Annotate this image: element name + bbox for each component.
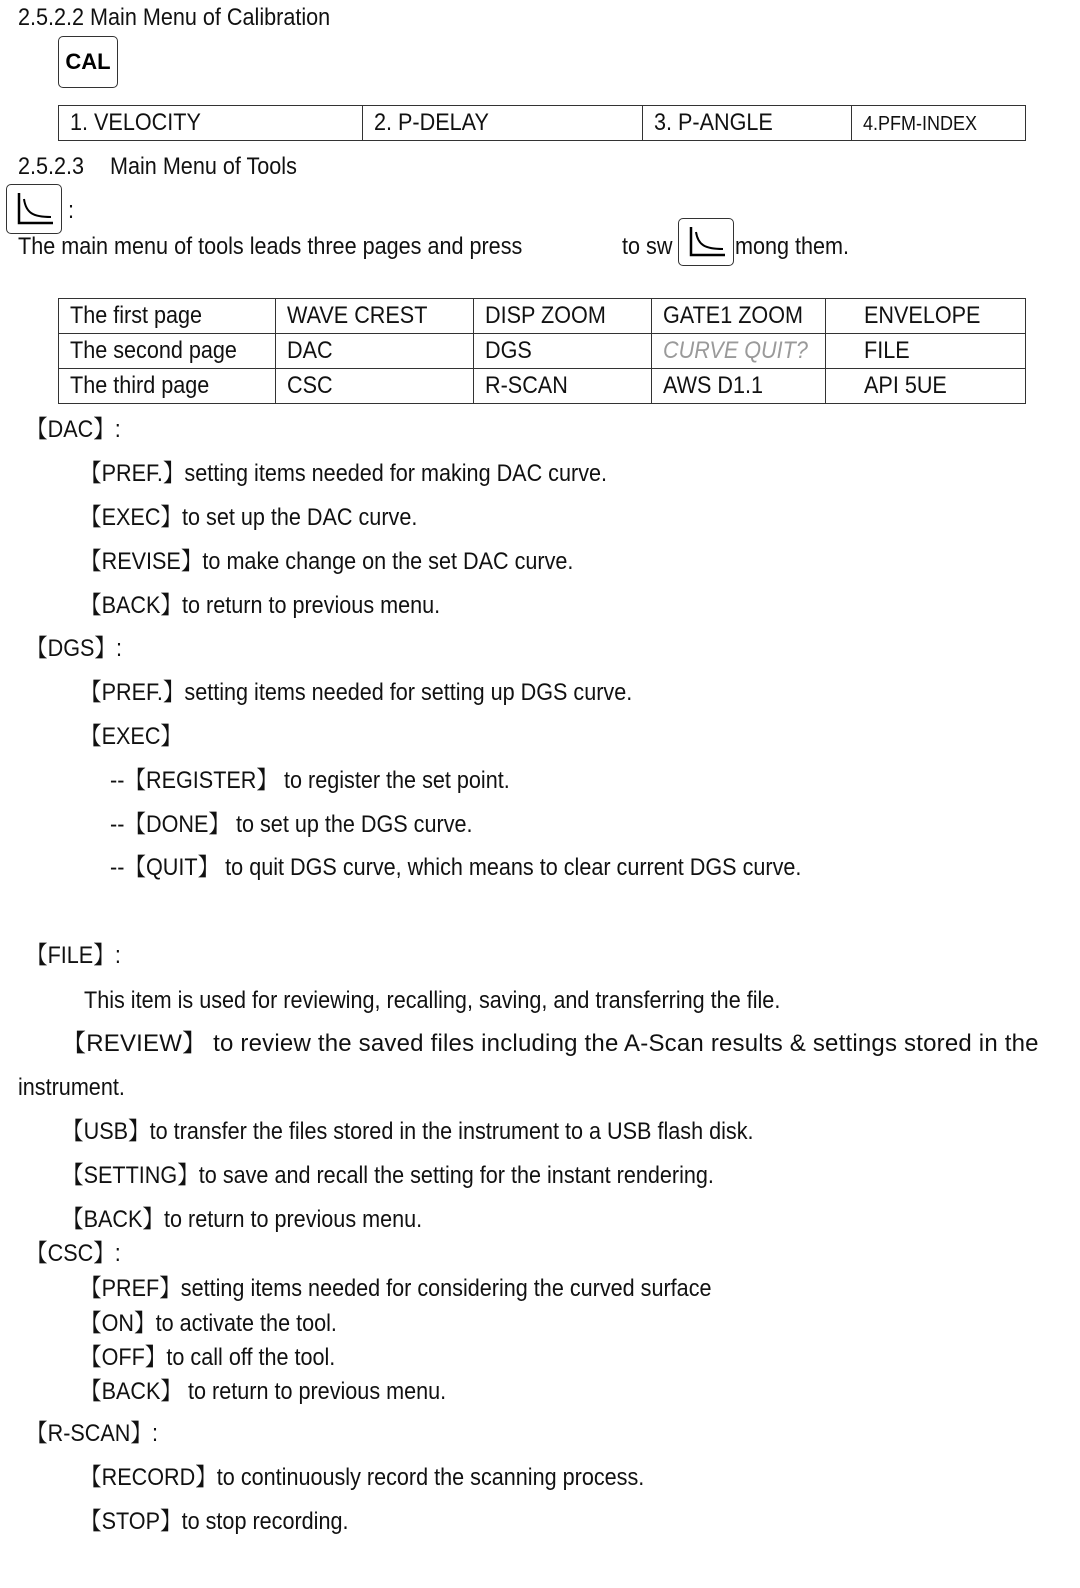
csc-back-item: 【BACK】 to return to previous menu.: [80, 1378, 447, 1405]
calibration-menu-table: [58, 105, 1026, 141]
tools-intro-mid: to sw: [622, 233, 673, 260]
table-cell: The second page: [59, 334, 276, 369]
rscan-stop-item: 【STOP】to stop recording.: [80, 1508, 349, 1535]
table-cell: DGS: [474, 334, 652, 369]
table-cell: ENVELOPE: [826, 299, 1026, 334]
table-cell: The first page: [59, 299, 276, 334]
tools-heading-text: Main Menu of Tools: [110, 153, 297, 180]
dac-exec-item: 【EXEC】to set up the DAC curve.: [80, 504, 418, 531]
cal-menu-p-delay: 2. P-DELAY: [363, 106, 643, 141]
table-row: [59, 299, 1026, 334]
file-setting-item: 【SETTING】to save and recall the setting for the instant rendering.: [62, 1162, 714, 1189]
tools-pages-table: [58, 298, 1026, 404]
file-title: 【FILE】:: [26, 942, 121, 969]
calibration-heading: 2.5.2.2 Main Menu of Calibration: [18, 4, 331, 31]
dac-revise-item: 【REVISE】to make change on the set DAC curve.: [80, 548, 574, 575]
table-cell: API 5UE: [826, 369, 1026, 404]
table-cell: R-SCAN: [474, 369, 652, 404]
dgs-quit-item: --【QUIT】 to quit DGS curve, which means to clear current DGS curve.: [110, 854, 802, 881]
dac-back-item: 【BACK】to return to previous menu.: [80, 592, 441, 619]
file-back-item: 【BACK】to return to previous menu.: [62, 1206, 423, 1233]
curve-tool-icon: [7, 185, 63, 235]
file-review-continuation: instrument.: [18, 1074, 125, 1101]
cal-key-label: CAL: [65, 49, 111, 74]
file-usb-item: 【USB】to transfer the files stored in the instrument to a USB flash disk.: [62, 1118, 754, 1145]
table-cell: DISP ZOOM: [474, 299, 652, 334]
tools-intro-left: The main menu of tools leads three pages and press: [18, 233, 523, 260]
cal-menu-velocity: 1. VELOCITY: [59, 106, 363, 141]
dgs-pref-item: 【PREF.】setting items needed for setting up DGS curve.: [80, 679, 633, 706]
table-row: [59, 106, 1026, 141]
cal-menu-pfm-index: 4.PFM-INDEX: [852, 106, 1026, 141]
table-cell: FILE: [826, 334, 1026, 369]
tools-key-button: [6, 184, 62, 234]
table-cell: CSC: [276, 369, 474, 404]
dgs-title: 【DGS】:: [26, 635, 123, 662]
csc-on-item: 【ON】to activate the tool.: [80, 1310, 337, 1337]
file-intro: This item is used for reviewing, recalling, saving, and transferring the file.: [84, 987, 781, 1014]
table-cell: The third page: [59, 369, 276, 404]
csc-pref-item: 【PREF】setting items needed for considering the curved surface: [80, 1275, 712, 1302]
tools-intro-right: mong them.: [735, 233, 850, 260]
rscan-title: 【R-SCAN】:: [26, 1420, 159, 1447]
cal-menu-p-angle: 3. P-ANGLE: [643, 106, 852, 141]
dgs-done-item: --【DONE】 to set up the DGS curve.: [110, 811, 473, 838]
tools-inline-key: [678, 218, 734, 266]
file-review-item: 【REVIEW】 to review the saved files including the A-Scan results & settings stored in the: [62, 1030, 1039, 1057]
tools-key-colon: :: [68, 197, 75, 224]
dac-title: 【DAC】:: [26, 416, 121, 443]
curve-tool-icon-inline: [679, 219, 735, 267]
table-cell: DAC: [276, 334, 474, 369]
rscan-record-item: 【RECORD】to continuously record the scanning process.: [80, 1464, 645, 1491]
csc-title: 【CSC】:: [26, 1240, 121, 1267]
tools-heading-number: 2.5.2.3: [18, 153, 85, 180]
table-cell: AWS D1.1: [652, 369, 826, 404]
table-cell: GATE1 ZOOM: [652, 299, 826, 334]
table-row: [59, 334, 1026, 369]
table-cell: WAVE CREST: [276, 299, 474, 334]
dac-pref-item: 【PREF.】setting items needed for making DAC curve.: [80, 460, 608, 487]
table-cell: CURVE QUIT?: [652, 334, 826, 369]
dgs-register-item: --【REGISTER】 to register the set point.: [110, 767, 510, 794]
dgs-exec-item: 【EXEC】: [80, 723, 183, 750]
csc-off-item: 【OFF】to call off the tool.: [80, 1344, 336, 1371]
table-row: [59, 369, 1026, 404]
cal-key-button: [58, 36, 118, 88]
